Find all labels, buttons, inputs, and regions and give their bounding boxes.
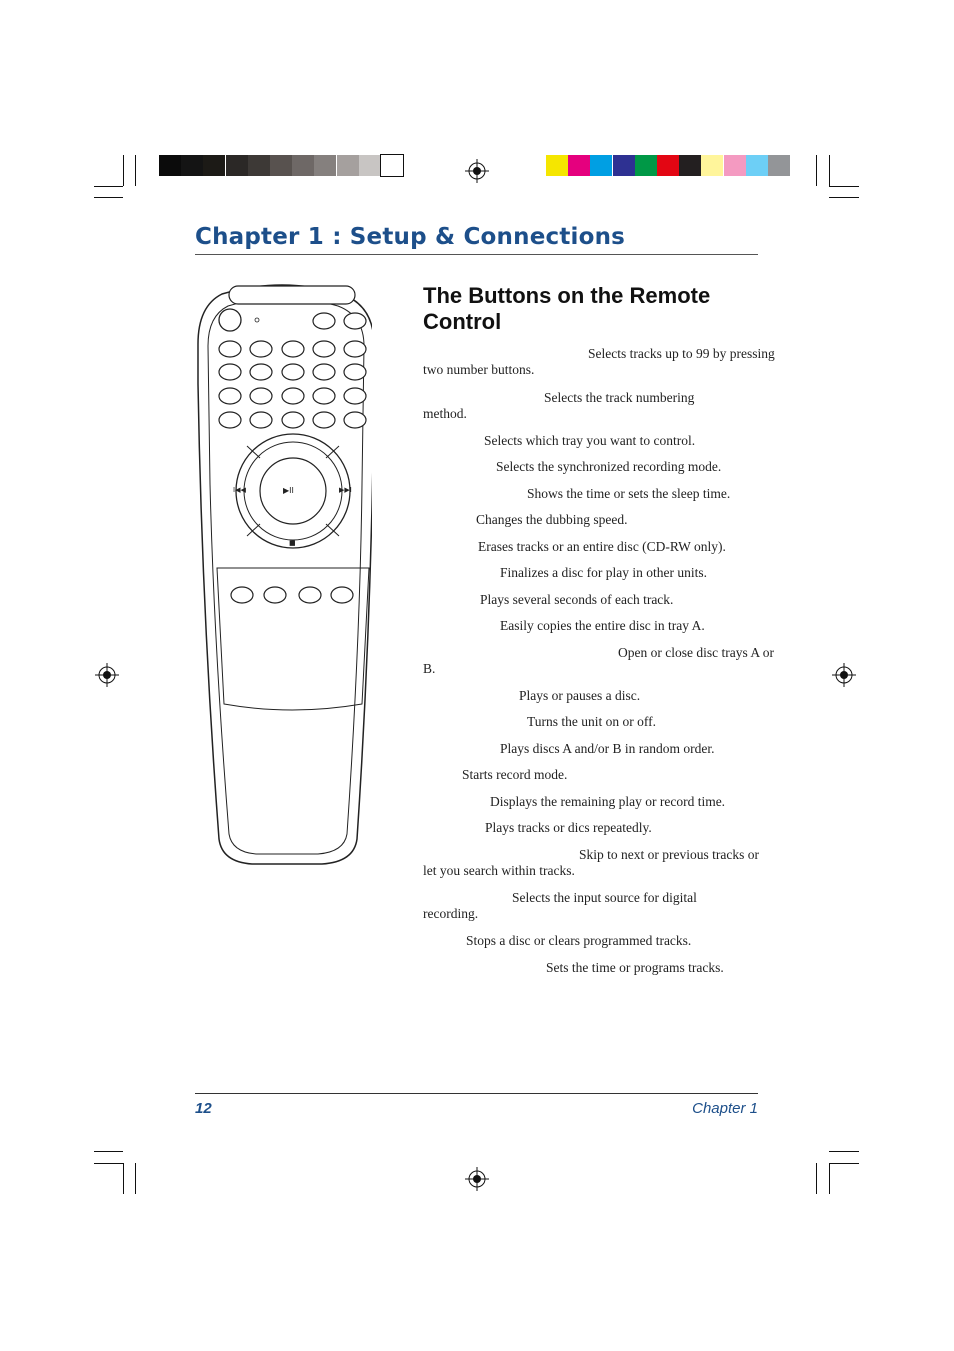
desc-power: Turns the unit on or off. [527, 714, 657, 729]
process-color-swatch [657, 155, 679, 176]
desc-play-pause: Plays or pauses a disc. [519, 688, 641, 703]
desc-random: Plays discs A and/or B in random order. [500, 741, 715, 756]
process-color-swatch [635, 155, 657, 176]
grayscale-swatch [248, 155, 270, 176]
desc-sync-record: Selects the synchronized recording mode. [496, 459, 722, 474]
grayscale-swatch [226, 155, 248, 176]
desc-remain: Displays the remaining play or record time. [490, 794, 726, 809]
grayscale-swatch [203, 155, 225, 176]
desc-skip-search: Skip to next or previous tracks or let you search within tracks. [423, 847, 759, 878]
process-color-swatch [701, 155, 723, 176]
registration-mark-right [832, 663, 856, 687]
grayscale-swatch [292, 155, 314, 176]
grayscale-swatch [337, 155, 359, 176]
desc-intro-scan: Plays several seconds of each track. [480, 592, 674, 607]
grayscale-swatch [181, 155, 203, 176]
registration-mark-bottom [465, 1167, 489, 1191]
process-color-swatch [568, 155, 590, 176]
next-track-icon: ▶▶I [339, 486, 352, 494]
remote-control-illustration [192, 284, 372, 870]
grayscale-swatch [314, 155, 336, 176]
desc-record: Starts record mode. [462, 767, 568, 782]
desc-stop-clear: Stops a disc or clears programmed tracks. [466, 933, 692, 948]
desc-dub-disc: Easily copies the entire disc in tray A. [500, 618, 705, 633]
process-color-swatch [679, 155, 701, 176]
grayscale-swatch [359, 155, 381, 176]
play-pause-icon: ▶II [283, 486, 294, 495]
desc-dub-speed: Changes the dubbing speed. [476, 512, 628, 527]
page-number: 12 [195, 1100, 212, 1117]
previous-track-icon: I◀◀ [233, 486, 246, 494]
desc-open-close: Open or close disc trays A or B. [423, 645, 774, 676]
grayscale-swatch [159, 155, 181, 176]
desc-time-program: Sets the time or programs tracks. [546, 960, 724, 975]
chapter-rule [195, 254, 758, 255]
desc-finalize: Finalizes a disc for play in other units. [500, 565, 707, 580]
footer-rule [195, 1093, 758, 1094]
desc-input-select: Selects the input source for digital recording. [423, 890, 697, 921]
process-color-swatch [724, 155, 746, 176]
stop-icon: ■ [289, 539, 296, 547]
registration-mark-left [95, 663, 119, 687]
desc-repeat: Plays tracks or dics repeatedly. [485, 820, 652, 835]
desc-number-buttons: Selects tracks up to 99 by pressing two number buttons. [423, 346, 775, 377]
grayscale-swatch [381, 155, 403, 176]
process-color-swatch [613, 155, 635, 176]
process-color-swatch [746, 155, 768, 176]
footer-chapter-label: Chapter 1 [692, 1100, 758, 1117]
chapter-title: Chapter 1 : Setup & Connections [195, 224, 626, 250]
process-color-swatch [768, 155, 790, 176]
desc-erase: Erases tracks or an entire disc (CD-RW only). [478, 539, 726, 554]
process-color-swatch [590, 155, 612, 176]
section-title: The Buttons on the Remote Control [423, 283, 711, 334]
process-color-swatch [546, 155, 568, 176]
desc-track-numbering: Selects the track numbering method. [423, 390, 695, 421]
desc-clock-sleep: Shows the time or sets the sleep time. [527, 486, 731, 501]
grayscale-swatch [270, 155, 292, 176]
desc-tray-select: Selects which tray you want to control. [484, 433, 696, 448]
registration-mark-top [465, 159, 489, 183]
